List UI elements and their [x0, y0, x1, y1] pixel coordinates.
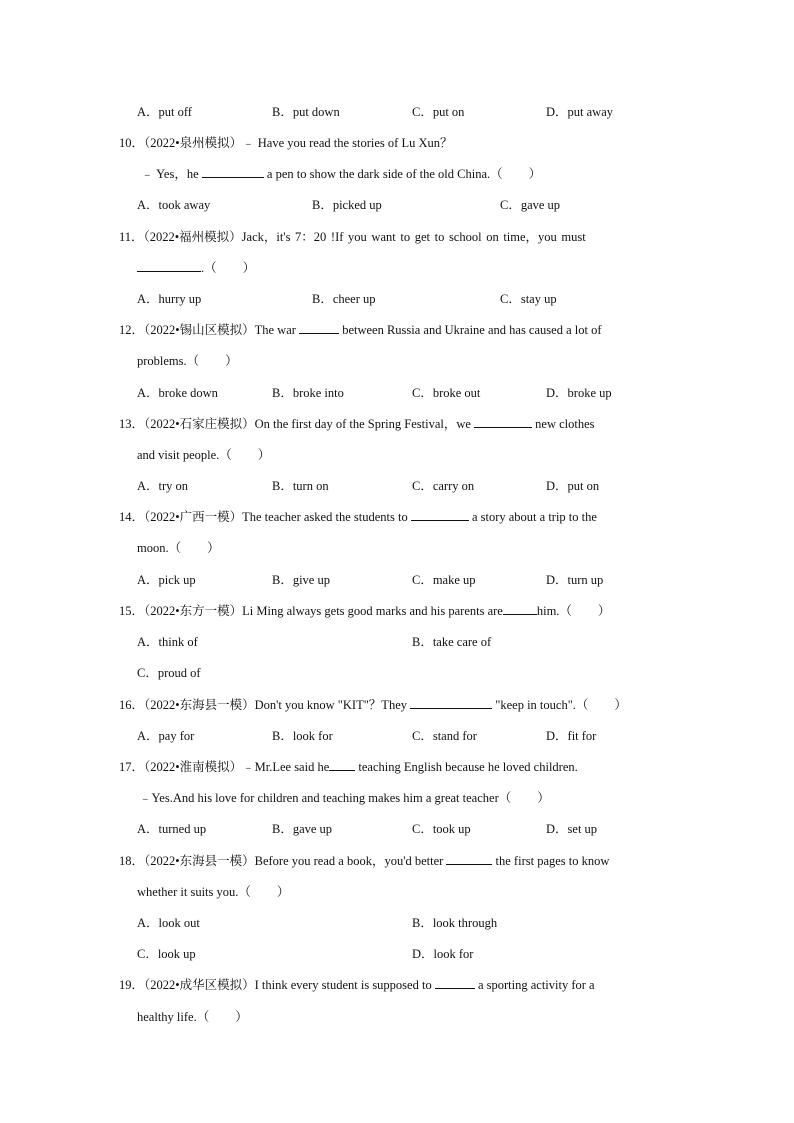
- q10-option-b[interactable]: B．picked up: [312, 198, 382, 212]
- q14-stem: [119, 509, 597, 525]
- q12-line2-text: problems.（: [137, 354, 200, 368]
- q16-close: ）: [614, 698, 627, 712]
- q12-stem-post: between Russia and Ukraine and has caused a lot of: [342, 323, 602, 337]
- q15-option-a[interactable]: A．think of: [137, 635, 198, 649]
- q19-line2: [137, 1009, 248, 1025]
- q14-option-c[interactable]: C．make up: [412, 573, 476, 587]
- q15-stem-pre: 15．（2022•东方一模）Li Ming always gets good marks and his parents are: [119, 604, 503, 618]
- q15-close: ）: [597, 604, 611, 618]
- q16-stem-post: "keep in touch".（: [495, 698, 589, 712]
- q15-stem: [119, 603, 610, 619]
- q14-stem-pre: 14．（2022•广西一模）The teacher asked the students to: [119, 510, 408, 524]
- q11-stem: 11．（2022•福州模拟）Jack，it's 7：20 !If you want to get to school on time，you must: [119, 230, 586, 244]
- q17-close: ）: [537, 791, 550, 805]
- q18-line2: [137, 884, 289, 900]
- q13-option-c[interactable]: C．carry on: [412, 479, 475, 493]
- q19-blank[interactable]: [435, 977, 475, 989]
- q19-stem-post: a sporting activity for a: [477, 978, 595, 992]
- q14-line2-text: moon.（: [137, 541, 182, 555]
- q10-option-a[interactable]: A．took away: [137, 198, 211, 212]
- q18-line2-text: whether it suits you.（: [137, 885, 251, 899]
- q16-stem-pre: 16．（2022•东海县一模）Don't you know "KIT"？They: [119, 698, 407, 712]
- q17-line2: [139, 790, 550, 806]
- q10-line2: [141, 166, 541, 182]
- q17-stem: [119, 759, 578, 775]
- q19-close: ）: [235, 1010, 248, 1024]
- q12-stem-pre: 12．（2022•锡山区模拟）The war: [119, 323, 296, 337]
- q19-stem-pre: 19．（2022•成华区模拟）I think every student is supposed to: [119, 978, 432, 992]
- q10-close: ）: [528, 167, 542, 181]
- q17-blank[interactable]: [329, 759, 355, 771]
- q18-option-b[interactable]: B．look through: [412, 916, 498, 930]
- q17-stem-pre: 17．（2022•淮南模拟）﹣Mr.Lee said he: [119, 760, 330, 774]
- q17-option-c[interactable]: C．took up: [412, 822, 471, 836]
- q12-line2: [137, 353, 238, 369]
- q10-line2-post: a pen to show the dark side of the old China.（: [266, 167, 503, 181]
- q11-blank[interactable]: [137, 260, 201, 272]
- q18-stem-pre: 18．（2022•东海县一模）Before you read a book，you'd better: [119, 854, 444, 868]
- q9-option-b[interactable]: B．put down: [272, 105, 340, 119]
- q13-line2-text: and visit people.（: [137, 448, 232, 462]
- q18-blank[interactable]: [446, 853, 492, 865]
- q14-line2: [137, 540, 220, 556]
- q12-option-b[interactable]: B．broke into: [272, 386, 344, 400]
- q14-blank[interactable]: [411, 509, 469, 521]
- q12-option-d[interactable]: D．broke up: [546, 386, 612, 400]
- q15-blank[interactable]: [503, 603, 537, 615]
- q9-option-d[interactable]: D．put away: [546, 105, 613, 119]
- q16-option-b[interactable]: B．look for: [272, 729, 333, 743]
- q14-close: ）: [207, 541, 220, 555]
- q13-stem: [119, 416, 595, 432]
- q18-close: ）: [276, 885, 290, 899]
- q11-line2-post: .（: [201, 261, 217, 275]
- q12-close: ）: [225, 354, 238, 368]
- q12-blank[interactable]: [299, 322, 339, 334]
- q12-option-c[interactable]: C．broke out: [412, 386, 481, 400]
- q17-line2-text: ﹣Yes.And his love for children and teaching makes him a great teacher（: [139, 791, 512, 805]
- q18-stem-post: the first pages to know: [495, 854, 610, 868]
- q9-option-c[interactable]: C．put on: [412, 105, 465, 119]
- q14-option-a[interactable]: A．pick up: [137, 573, 196, 587]
- q10-stem: 10．（2022•泉州模拟）﹣ Have you read the stories of Lu Xun？: [119, 136, 453, 150]
- q9-option-a[interactable]: A．put off: [137, 105, 192, 119]
- q12-option-a[interactable]: A．broke down: [137, 386, 218, 400]
- q11-line2: [137, 260, 255, 276]
- q17-option-b[interactable]: B．gave up: [272, 822, 333, 836]
- q13-stem-pre: 13．（2022•石家庄模拟）On the first day of the Spring Festival，we: [119, 417, 471, 431]
- q11-close: ）: [242, 261, 256, 275]
- q16-option-a[interactable]: A．pay for: [137, 729, 195, 743]
- q15-option-c[interactable]: C．proud of: [137, 666, 201, 680]
- q11-option-c[interactable]: C．stay up: [500, 292, 557, 306]
- q19-line2-text: healthy life.（: [137, 1010, 210, 1024]
- q13-line2: [137, 447, 270, 463]
- q17-stem-post: teaching English because he loved children.: [358, 760, 578, 774]
- q16-option-c[interactable]: C．stand for: [412, 729, 477, 743]
- q16-option-d[interactable]: D．fit for: [546, 729, 597, 743]
- q17-option-d[interactable]: D．set up: [546, 822, 598, 836]
- q15-option-b[interactable]: B．take care of: [412, 635, 492, 649]
- q10-option-c[interactable]: C．gave up: [500, 198, 561, 212]
- q11-option-a[interactable]: A．hurry up: [137, 292, 202, 306]
- q13-stem-post: new clothes: [535, 417, 595, 431]
- q11-option-b[interactable]: B．cheer up: [312, 292, 376, 306]
- q14-option-d[interactable]: D．turn up: [546, 573, 604, 587]
- q18-option-d[interactable]: D．look for: [412, 947, 474, 961]
- q12-stem: [119, 322, 601, 338]
- q14-stem-post: a story about a trip to the: [471, 510, 597, 524]
- q10-blank[interactable]: [202, 166, 264, 178]
- q16-stem: [119, 697, 627, 713]
- q18-option-c[interactable]: C．look up: [137, 947, 196, 961]
- q13-blank[interactable]: [474, 416, 532, 428]
- q13-option-d[interactable]: D．put on: [546, 479, 600, 493]
- q13-option-a[interactable]: A．try on: [137, 479, 189, 493]
- q13-close: ）: [257, 448, 271, 462]
- q19-stem: [119, 977, 595, 993]
- q18-option-a[interactable]: A．look out: [137, 916, 200, 930]
- q17-option-a[interactable]: A．turned up: [137, 822, 207, 836]
- q16-blank[interactable]: [410, 697, 492, 709]
- q15-stem-post: him.（: [536, 604, 572, 618]
- q18-stem: [119, 853, 609, 869]
- q14-option-b[interactable]: B．give up: [272, 573, 330, 587]
- q10-line2-pre: ﹣ Yes，he: [141, 167, 199, 181]
- q13-option-b[interactable]: B．turn on: [272, 479, 329, 493]
